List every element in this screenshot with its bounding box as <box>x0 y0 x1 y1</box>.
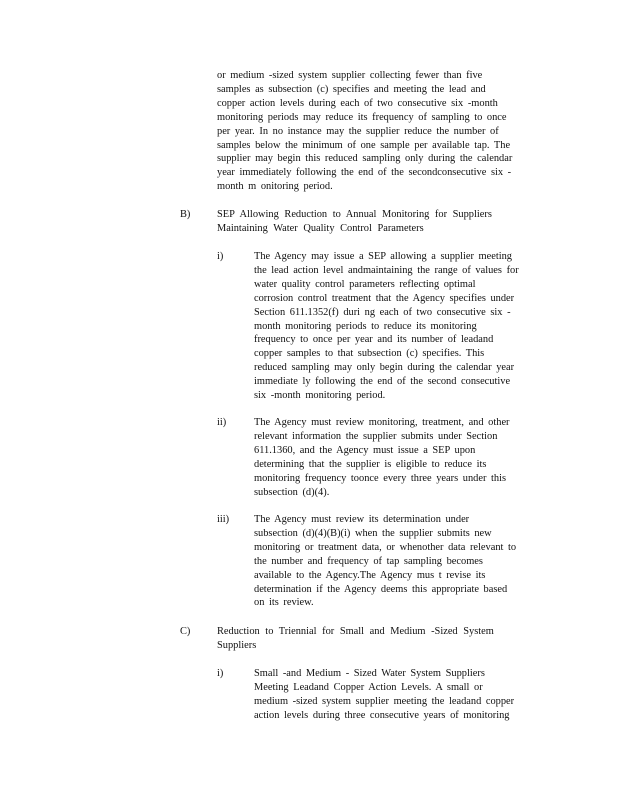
text-line: per year. In no instance may the supplier reduce the number of <box>217 125 499 137</box>
text-line: determining that the supplier is eligible to reduce its <box>254 458 487 470</box>
item-b-i-label: i) <box>217 251 224 262</box>
text-line: the number and frequency of tap sampling becomes <box>254 555 483 567</box>
text-line: year immediately following the end of the secondconsecutive six - <box>217 167 512 179</box>
heading-line: Suppliers <box>217 639 257 651</box>
text-line: monitoring frequency toonce every three years under this <box>254 472 507 484</box>
item-b-iii-label: iii) <box>217 514 230 525</box>
heading-line: Reduction to Triennial for Small and Medium -Sized System <box>217 626 494 637</box>
text-line: copper samples to that subsection (c) specifies. This <box>254 348 485 360</box>
item-b-ii-paragraph <box>254 416 544 499</box>
section-b-label: B) <box>180 209 191 220</box>
text-line: Meeting Leadand Copper Action Levels. A small or <box>254 681 483 693</box>
heading-line: SEP Allowing Reduction to Annual Monitoring for Suppliers <box>217 209 492 220</box>
text-line: month m onitoring period. <box>217 181 333 193</box>
text-line: month monitoring periods to reduce its monitoring <box>254 320 477 332</box>
text-line: The Agency must review monitoring, treatment, and other <box>254 417 510 428</box>
text-line: six -month monitoring period. <box>254 390 386 402</box>
section-c-label: C) <box>180 626 191 637</box>
item-b-iii-paragraph <box>254 513 544 610</box>
text-line: monitoring or treatment data, or whenother data relevant to <box>254 541 517 553</box>
text-line: frequency to once per year and its number of leadand <box>254 334 494 346</box>
text-line: samples as subsection (c) specifies and meeting the lead and <box>217 83 486 95</box>
text-line: Section 611.1352(f) duri ng each of two consecutive six - <box>254 306 511 318</box>
text-line: Small -and Medium - Sized Water System Suppliers <box>254 668 485 679</box>
text-line: action levels during three consecutive years of monitoring <box>254 709 510 721</box>
text-line: on its review. <box>254 597 314 609</box>
text-line: supplier may begin this reduced sampling only during the calendar <box>217 153 513 165</box>
text-line: relevant information the supplier submits under Section <box>254 430 498 442</box>
heading-line: Maintaining Water Quality Control Parameters <box>217 222 424 234</box>
text-line: The Agency may issue a SEP allowing a supplier meeting <box>254 251 512 262</box>
item-b-ii-label: ii) <box>217 417 227 428</box>
section-c-heading <box>217 625 537 653</box>
text-line: copper action levels during each of two consecutive six -month <box>217 97 498 109</box>
intro-paragraph <box>217 69 547 194</box>
text-line: or medium -sized system supplier collecting fewer than five <box>217 70 483 81</box>
text-line: the lead action level andmaintaining the range of values for <box>254 264 519 276</box>
text-line: 611.1360, and the Agency must issue a SEP upon <box>254 444 476 456</box>
section-b-heading <box>217 208 537 236</box>
item-b-i-paragraph <box>254 250 544 403</box>
text-line: medium -sized system supplier meeting the leadand copper <box>254 695 515 707</box>
text-line: corrosion control treatment that the Agency specifies under <box>254 292 515 304</box>
text-line: reduced sampling may only begin during the calendar year <box>254 362 515 374</box>
text-line: subsection (d)(4). <box>254 486 330 498</box>
text-line: water quality control parameters reflecting optimal <box>254 278 476 290</box>
text-line: The Agency must review its determination under <box>254 514 470 525</box>
text-line: determination if the Agency deems this appropriate based <box>254 583 508 595</box>
item-c-i-paragraph <box>254 667 544 723</box>
item-c-i-label: i) <box>217 668 224 679</box>
text-line: monitoring periods may reduce its frequency of sampling to once <box>217 111 507 123</box>
text-line: available to the Agency.The Agency mus t revise its <box>254 569 486 581</box>
text-line: immediate ly following the end of the second consecutive <box>254 376 511 388</box>
text-line: samples below the minimum of one sample per available tap. The <box>217 139 511 151</box>
text-line: subsection (d)(4)(B)(i) when the supplier submits new <box>254 527 492 539</box>
